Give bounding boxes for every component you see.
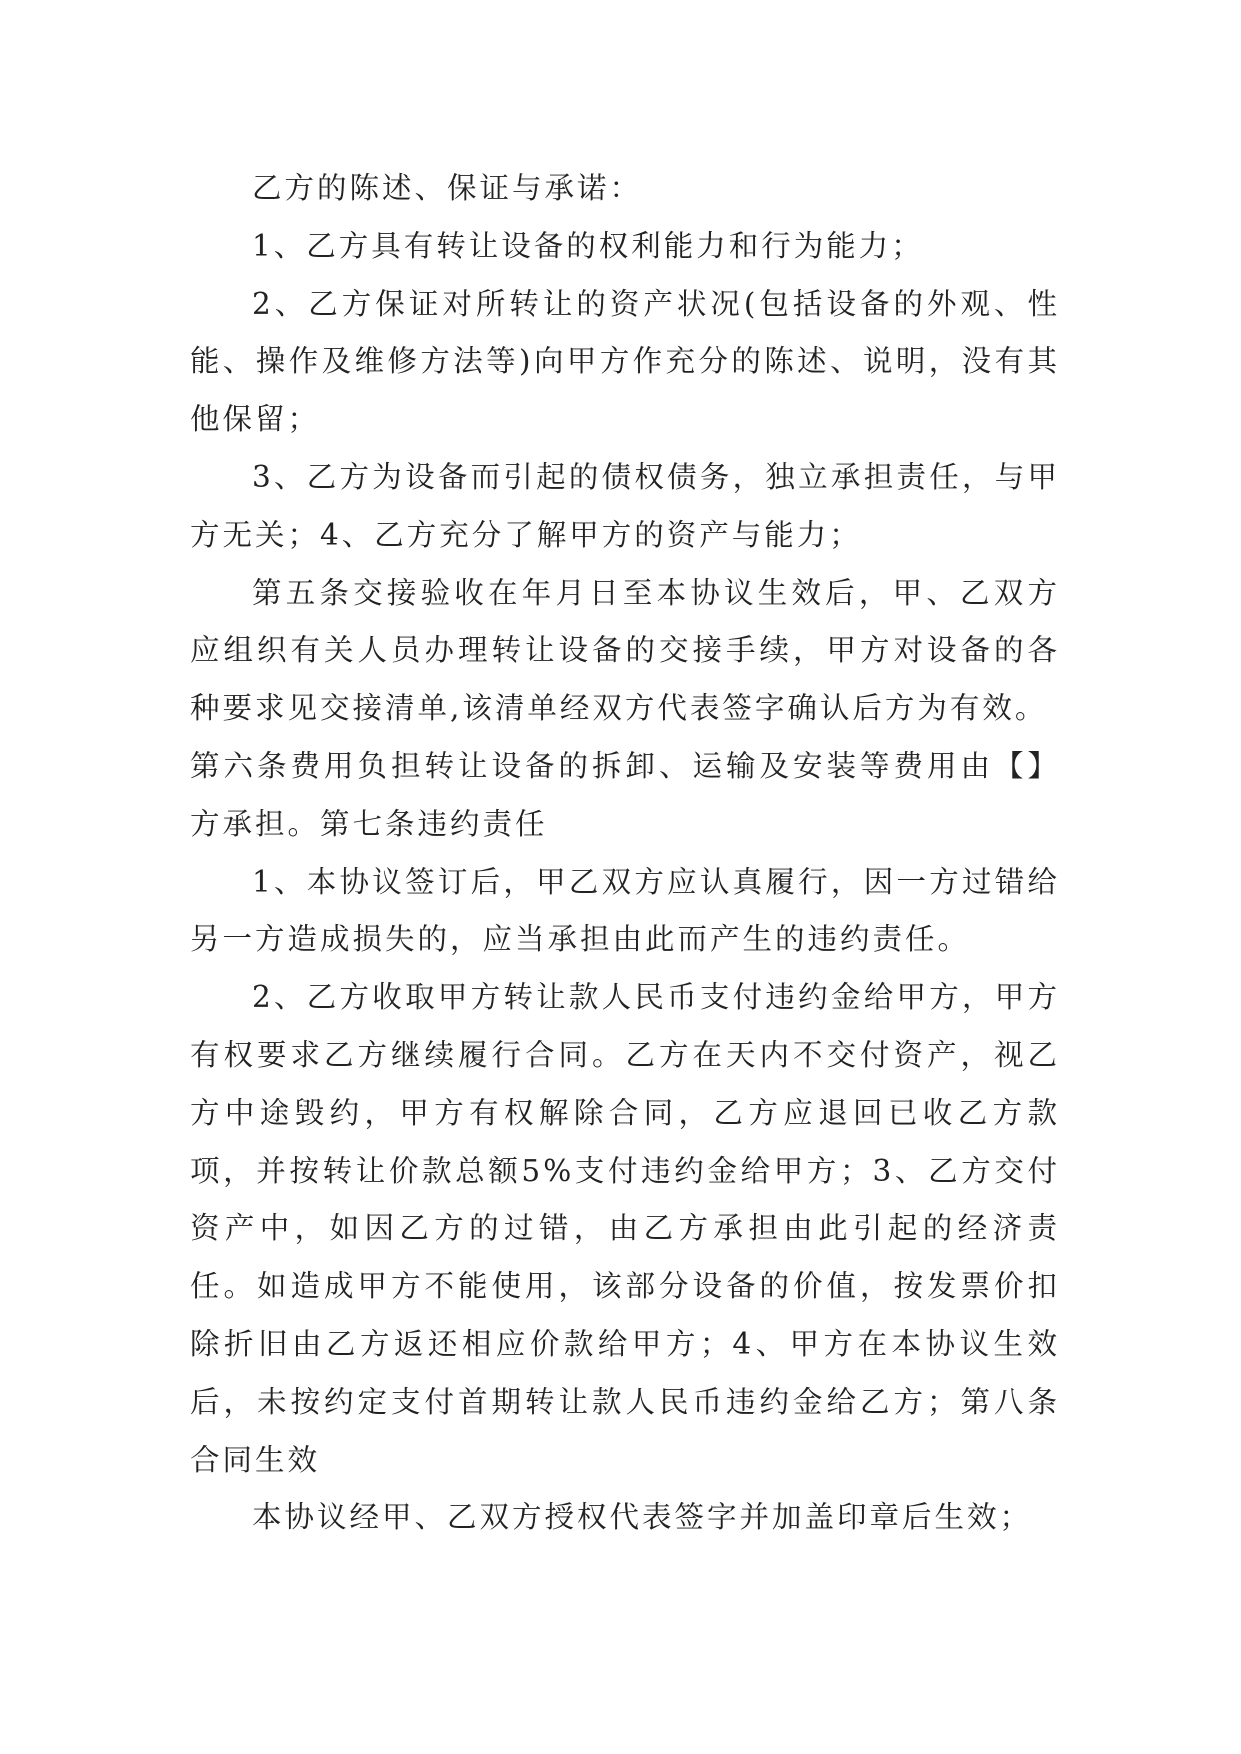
paragraph-seller-clause-1: 1、乙方具有转让设备的权利能力和行为能力；: [252, 228, 924, 263]
paragraph-effectiveness: 本协议经甲、乙双方授权代表签字并加盖印章后生效；: [252, 1500, 1033, 1535]
paragraph-article-5-handover: 第五条交接验收在年月日至本协议生效后，甲、乙双方应组织有关人员办理转让设备的交接手续，甲方对设备的各种要求见交接清单,该清单经双方代表签字确认后方为有效。: [190, 575, 1060, 726]
paragraph-breach-clause-1: 1、本协议签订后，甲乙双方应认真履行，因一方过错给另一方造成损失的，应当承担由此而产生的违约责任。: [190, 864, 1060, 957]
paragraph-article-6-7: 第六条费用负担转让设备的拆卸、运输及安装等费用由【】方承担。第七条违约责任: [190, 748, 1060, 841]
paragraph-seller-statements: 乙方的陈述、保证与承诺：: [252, 171, 643, 205]
paragraph-seller-clause-2: 2、乙方保证对所转让的资产状况(包括设备的外观、性能、操作及维修方法等)向甲方作充分的陈述、说明，没有其他保留；: [190, 286, 1060, 437]
paragraph-breach-clause-2-4: 2、乙方收取甲方转让款人民币支付违约金给甲方，甲方有权要求乙方继续履行合同。乙方在天内不交付资产，视乙方中途毁约，甲方有权解除合同，乙方应退回已收乙方款项，并按转让价款总额5%支付违约金给甲方；3、乙方交付资产中，如因乙方的过错，由乙方承担由此引起的经济责任。如造成甲方不能使用，该部分设备的价值，按发票价扣除折旧由乙方返还相应价款给甲方；4、甲方在本协议生效后，未按约定支付首期转让款人民币违约金给乙方；第八条合同生效: [190, 980, 1060, 1477]
contract-text: [190, 160, 1060, 1547]
paragraph-seller-clause-3-4: 3、乙方为设备而引起的债权债务，独立承担责任，与甲方无关；4、乙方充分了解甲方的资产与能力；: [190, 459, 1060, 552]
